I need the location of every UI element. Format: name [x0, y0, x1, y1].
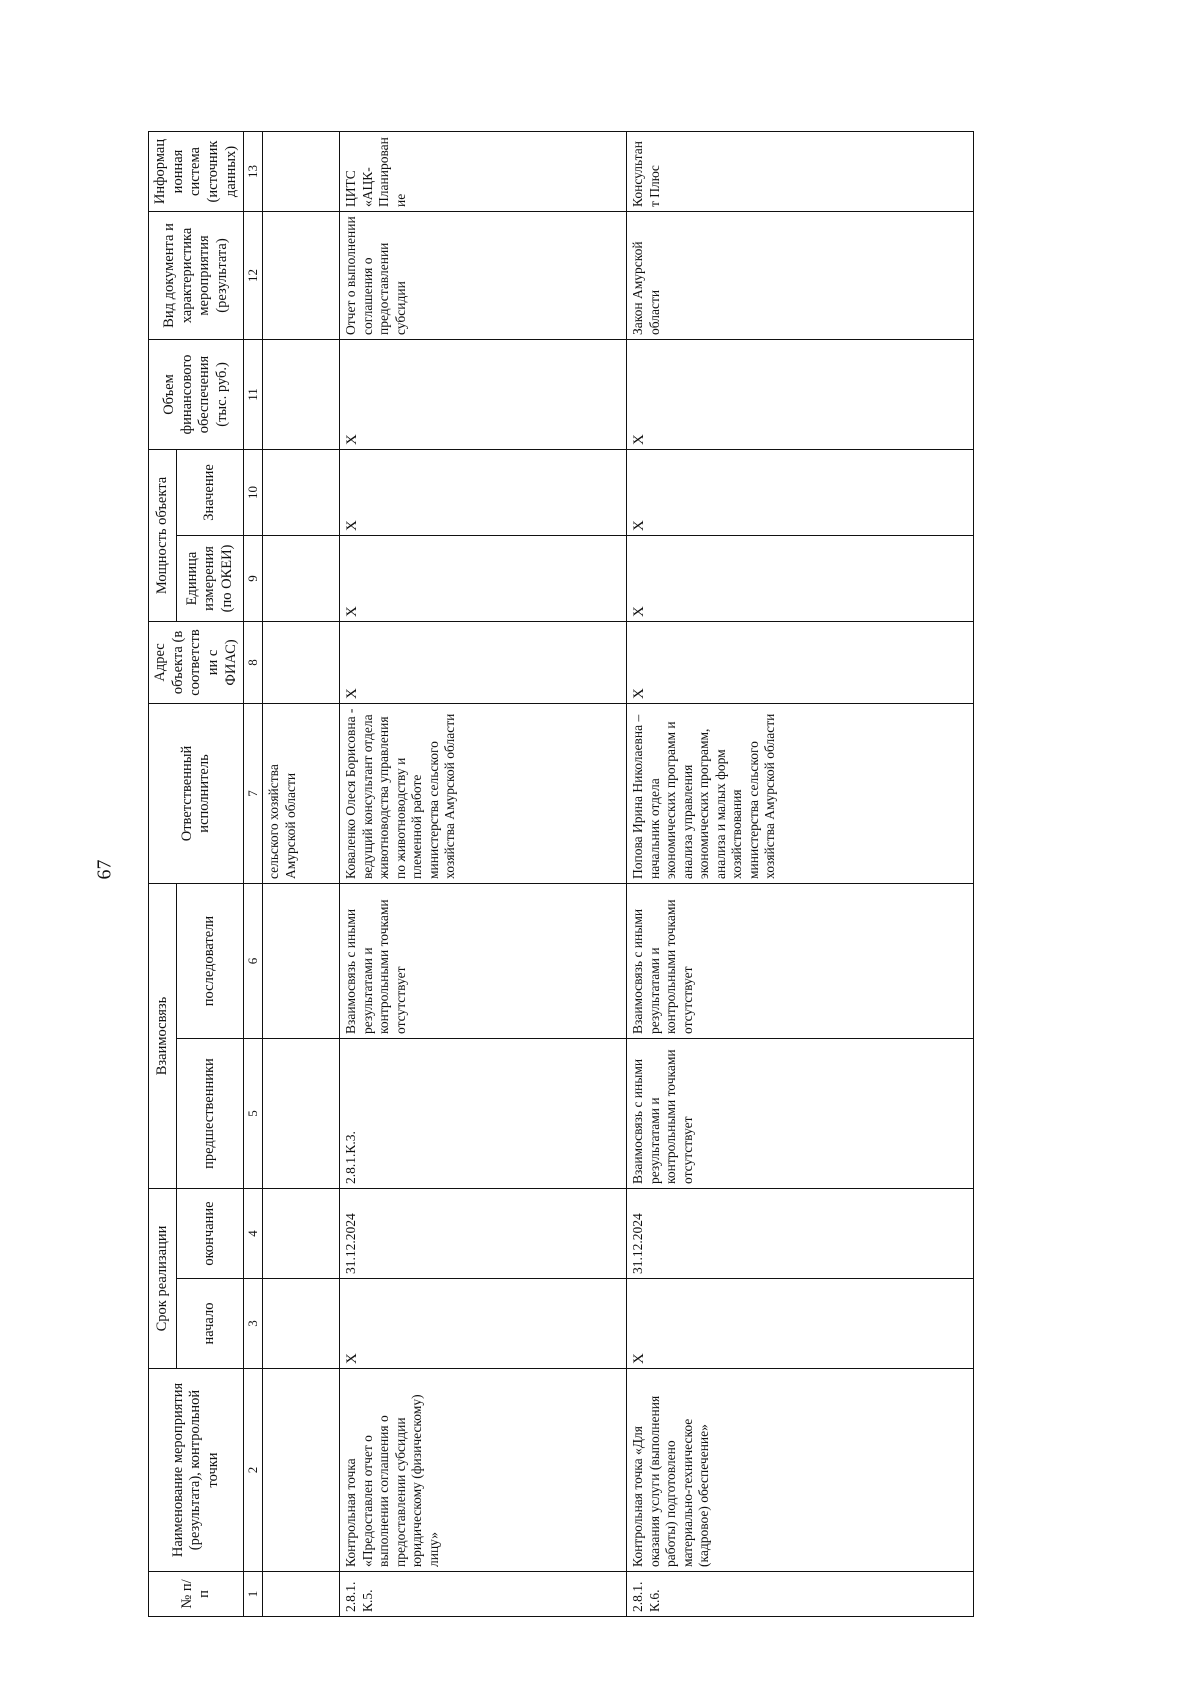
row-responsible: Коваленко Олеся Борисовна - ведущий консультант отдела животноводства управления по животноводству и племенной работе министерства сельского хозяйства Амурской области: [340, 703, 627, 883]
col-number: 13: [244, 131, 263, 211]
plan-table: [148, 131, 974, 1617]
row-document: Отчет о выполнении соглашения о предоставлении субсидии: [340, 211, 627, 339]
header-infosys: Информационная система (источник данных): [149, 131, 244, 211]
row-finance: X: [340, 339, 627, 449]
page-number: 67: [93, 859, 116, 880]
row-end: 31.12.2024: [627, 1189, 974, 1279]
row-predecessors: 2.8.1.К.3.: [340, 1039, 627, 1189]
rotated-table-container: [148, 132, 1065, 1617]
header-predecessors: предшественники: [176, 1039, 244, 1189]
row-infosys: ЦИТС «АЦК-Планирование: [340, 131, 627, 211]
row-num: 2.8.1.К.5.: [340, 1572, 627, 1617]
col-number: 12: [244, 211, 263, 339]
row-start: X: [627, 1279, 974, 1369]
row-name: Контрольная точка «Для оказания услуги (выполнения работы) подготовлено материально-техническое (кадровое) обеспечение»: [627, 1369, 974, 1572]
col-number: 4: [244, 1189, 263, 1279]
header-num: № п/п: [149, 1572, 244, 1617]
row-address: X: [340, 621, 627, 703]
row-responsible: Попова Ирина Николаевна – начальник отдела экономических программ и анализа управления экономических программ, анализа и малых форм хозяйствования министерства сельского хозяйства Амурской области: [627, 703, 974, 883]
header-name: Наименование мероприятия (результата), контрольной точки: [149, 1369, 244, 1572]
row-document: Закон Амурской области: [627, 211, 974, 339]
col-number: 8: [244, 621, 263, 703]
header-term: Срок реализации: [149, 1189, 177, 1369]
header-start: начало: [176, 1279, 244, 1369]
col-number: 11: [244, 339, 263, 449]
col-number: 1: [244, 1572, 263, 1617]
col-number: 5: [244, 1039, 263, 1189]
row-end: 31.12.2024: [340, 1189, 627, 1279]
row-successors: Взаимосвязь с иными результатами и контрольными точками отсутствует: [627, 883, 974, 1038]
table-row: [340, 131, 627, 1616]
header-unit: Единица измерения (по ОКЕИ): [176, 535, 244, 621]
header-finance: Объем финансового обеспечения (тыс. руб.): [149, 339, 244, 449]
row-num: 2.8.1.К.6.: [627, 1572, 974, 1617]
col-number: 10: [244, 449, 263, 535]
row-value: X: [627, 449, 974, 535]
header-value: Значение: [176, 449, 244, 535]
row-start: X: [340, 1279, 627, 1369]
header-end: окончание: [176, 1189, 244, 1279]
col-number: 7: [244, 703, 263, 883]
row-finance: X: [627, 339, 974, 449]
header-address: Адрес объекта (в соответствии с ФИАС): [149, 621, 244, 703]
row-value: X: [340, 449, 627, 535]
table-row: [627, 131, 974, 1616]
col-number: 9: [244, 535, 263, 621]
header-row-1: [149, 131, 177, 1616]
header-relation: Взаимосвязь: [149, 883, 177, 1188]
row-address: X: [627, 621, 974, 703]
header-capacity: Мощность объекта: [149, 449, 177, 621]
column-number-row: [244, 131, 263, 1616]
col-number: 6: [244, 883, 263, 1038]
row-infosys: Консультант Плюс: [627, 131, 974, 211]
row-unit: X: [340, 535, 627, 621]
col-number: 3: [244, 1279, 263, 1369]
header-responsible: Ответственный исполнитель: [149, 703, 244, 883]
row-predecessors: Взаимосвязь с иными результатами и контрольными точками отсутствует: [627, 1039, 974, 1189]
col-number: 2: [244, 1369, 263, 1572]
continuation-responsible: сельского хозяйства Амурской области: [263, 703, 340, 883]
header-document: Вид документа и характеристика мероприятия (результата): [149, 211, 244, 339]
row-unit: X: [627, 535, 974, 621]
row-name: Контрольная точка «Предоставлен отчет о выполнении соглашения о предоставлении субсидии юридическому (физическому) лицу»: [340, 1369, 627, 1572]
header-successors: последователи: [176, 883, 244, 1038]
row-successors: Взаимосвязь с иными результатами и контрольными точками отсутствует: [340, 883, 627, 1038]
continuation-row: [263, 131, 340, 1616]
